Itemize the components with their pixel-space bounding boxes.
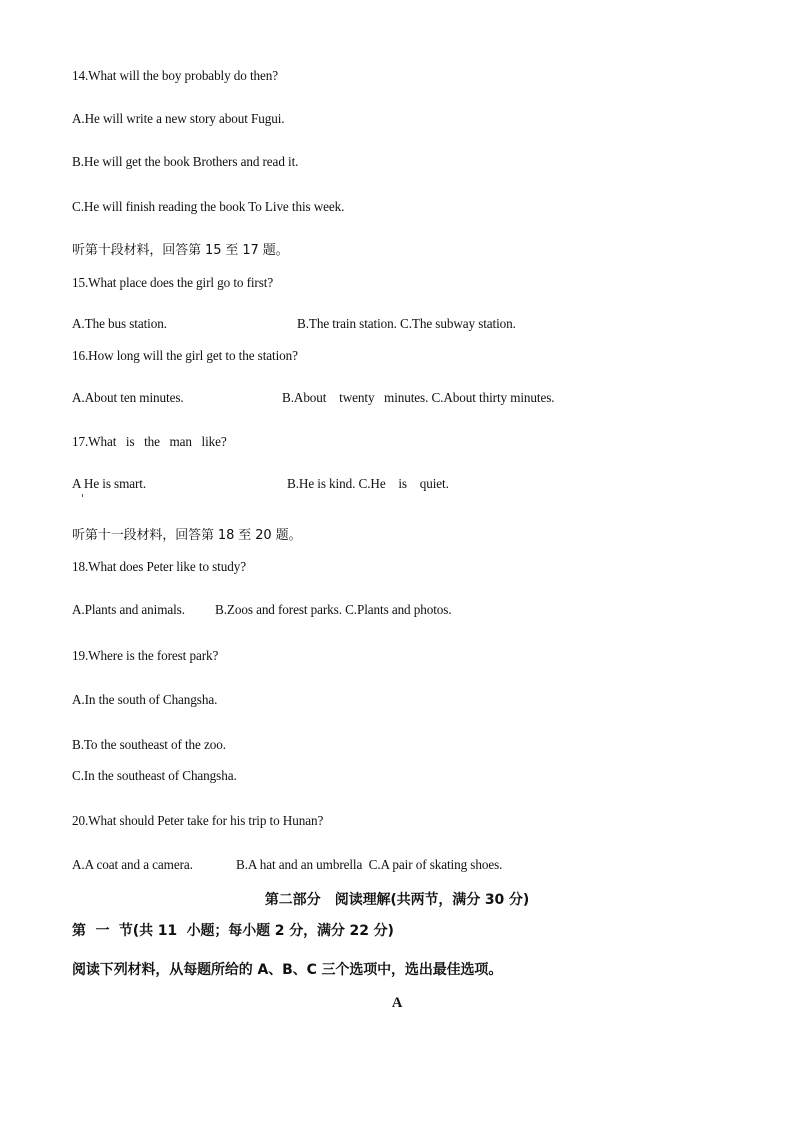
question-14-option-a: A.He will write a new story about Fugui.: [72, 111, 285, 126]
question-18: 18.What does Peter like to study?: [72, 559, 246, 574]
question-20-options-bc: B.A hat and an umbrella C.A pair of skating shoes.: [236, 857, 503, 872]
question-20-option-a: A.A coat and a camera.: [72, 857, 193, 872]
question-18-options-bc: B.Zoos and forest parks. C.Plants and photos.: [215, 602, 452, 617]
question-20: 20.What should Peter take for his trip to Hunan?: [72, 813, 324, 828]
question-16: 16.How long will the girl get to the station?: [72, 348, 298, 363]
section-one-heading: 第 一 节(共 11 小题；每小题 2 分，满分 22 分): [72, 923, 394, 939]
stray-mark: [82, 494, 83, 497]
question-19-option-c: C.In the southeast of Changsha.: [72, 768, 237, 783]
question-16-options-bc: B.About twenty minutes. C.About thirty minutes.: [282, 390, 555, 405]
question-16-option-a: A.About ten minutes.: [72, 390, 184, 405]
question-17-option-a: A He is smart.: [72, 476, 147, 491]
part-two-heading: 第二部分 阅读理解(共两节，满分 30 分): [264, 892, 530, 908]
question-18-option-a: A.Plants and animals.: [72, 602, 185, 617]
question-17: 17.What is the man like?: [72, 434, 227, 449]
section-11-instruction: 听第十一段材料，回答第 18 至 20 题。: [72, 528, 302, 543]
question-19: 19.Where is the forest park?: [72, 648, 219, 663]
question-15-options-bc: B.The train station. C.The subway station.: [297, 316, 516, 331]
question-15-option-a: A.The bus station.: [72, 316, 167, 331]
question-14-option-b: B.He will get the book Brothers and read it.: [72, 154, 299, 169]
question-14-option-c: C.He will finish reading the book To Live this week.: [72, 199, 345, 214]
passage-a-label: A: [391, 995, 403, 1011]
reading-instruction: 阅读下列材料，从每题所给的 A、B、C 三个选项中，选出最佳选项。: [72, 962, 503, 978]
question-19-option-a: A.In the south of Changsha.: [72, 692, 218, 707]
question-15: 15.What place does the girl go to first?: [72, 275, 274, 290]
question-19-option-b: B.To the southeast of the zoo.: [72, 737, 226, 752]
section-10-instruction: 听第十段材料，回答第 15 至 17 题。: [72, 243, 289, 258]
question-17-options-bc: B.He is kind. C.He is quiet.: [287, 476, 449, 491]
question-14: 14.What will the boy probably do then?: [72, 68, 279, 83]
